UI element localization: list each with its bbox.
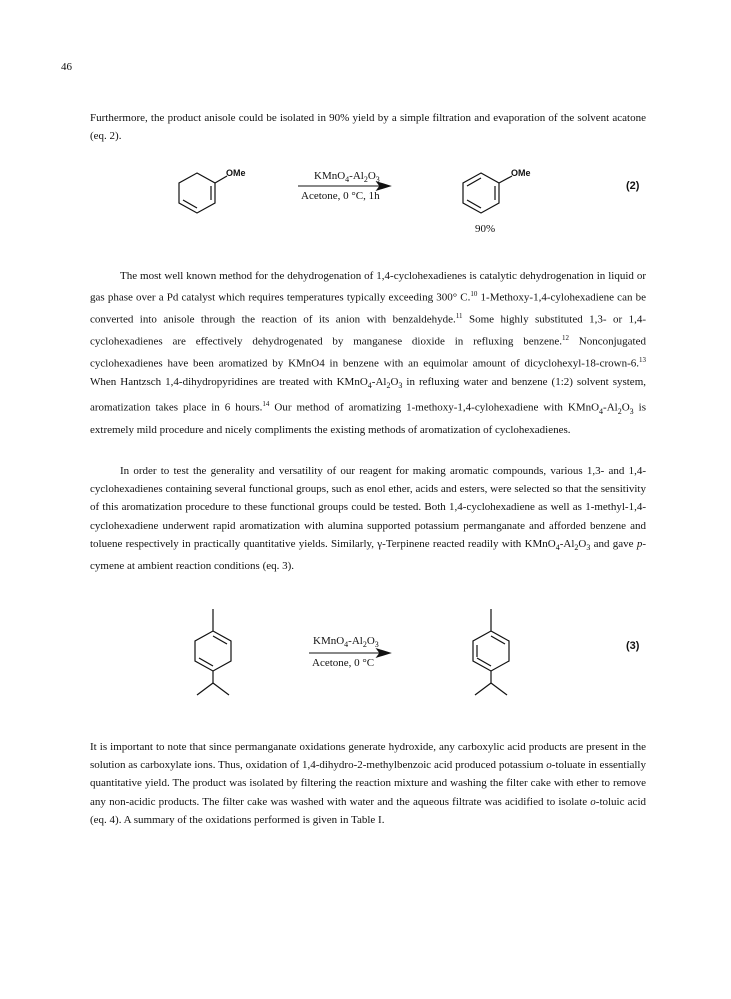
equation-number-2: (2) bbox=[626, 180, 640, 192]
paragraph-1 bbox=[90, 109, 646, 145]
conditions-label-2: Acetone, 0 °C, 1h bbox=[301, 190, 380, 202]
paragraph-4-text: It is important to note that since permanganate oxidations generate hydroxide, any carboxylic acid products are present in the solution as carboxylate ions. Thus, oxidation of 1,4-dihydro-2-methylbenzoic acid produced potassium o-toluate in essentially quantitative yield. The product was isolated by filtering the reaction mixture and washing the filter cake with ether to remove any non-acidic products. The filter cake was washed with water and the aqueous filtrate was acidified to isolate o-toluic acid (eq. 4). A summary of the oxidations performed is given in Table I. bbox=[90, 741, 646, 826]
yield-label: 90% bbox=[475, 223, 496, 235]
paragraph-2 bbox=[90, 267, 646, 439]
methoxycyclohexadiene-structure bbox=[179, 173, 227, 213]
reagent-label-2: $KMnO_4-Al_2O_3$ bbox=[314, 170, 380, 185]
methoxy-label-left: OMe bbox=[226, 168, 246, 178]
page-number: 46 bbox=[61, 61, 72, 73]
methoxy-label-right: OMe bbox=[511, 168, 531, 178]
scheme-3-drawing bbox=[0, 605, 731, 705]
scheme-eq-3 bbox=[0, 605, 731, 705]
scheme-eq-2 bbox=[0, 160, 731, 240]
paragraph-3 bbox=[90, 462, 646, 575]
reaction-arrow-3 bbox=[309, 649, 390, 657]
paragraph-2-text: The most well known method for the dehydrogenation of 1,4-cyclohexadienes is catalytic dehydrogenation in liquid or gas phase over a Pd catalyst which requires temperatures typically exceeding 300° C.$^{10}$ 1-Methoxy-1,4-cylohexadiene can be converted into anisole through the reaction of its anion with benzaldehyde.$^{11}$ Some highly substituted 1,3- or 1,4-cyclohexadienes are effectively dehydrogenated by manganese dioxide in refluxing benzene.$^{12}$ Nonconjugated cyclohexadienes have been aromatized by KMnO4 in benzene with an equimolar amount of dicyclohexyl-18-crown-6.13 When Hantzsch 1,4-dihydropyridines are treated with $KMnO_4-Al_2O_3$ in refluxing water and benzene (1:2) solvent system, aromatization takes place in 6 hours.$^{14}$ Our method of aromatizing 1-methoxy-1,4-cylohexadiene with $KMnO_4-Al_2O_3$ is extremely mild procedure and nicely compliments the existing methods of aromatization of cyclohexadienes. bbox=[90, 270, 646, 437]
p-cymene-structure bbox=[473, 609, 509, 695]
gamma-terpinene-structure bbox=[195, 609, 231, 695]
conditions-label-3: Acetone, 0 °C bbox=[312, 657, 375, 669]
paragraph-3-text: In order to test the generality and versatility of our reagent for making aromatic compounds, various 1,3- and 1,4-cyclohexadienes containing several functional groups, such as enol ether, acids and esters, were selected so that the sensitivity of this aromatization procedure to these functional groups could be tested. Both 1,4-cyclohexadiene as well as 1-methyl-1,4-cyclohexadiene underwent rapid aromatization with alumina supported potassium permanganate and afforded benzene and toluene respectively in practically quantitative yields. Similarly, γ-Terpinene reacted readily with $KMnO_4-Al_2O_3$ and gave p-cymene at ambient reaction conditions (eq. 3). bbox=[90, 465, 647, 573]
paragraph-1-text: Furthermore, the product anisole could be isolated in 90% yield by a simple filtration and evaporation of the solvent acatone (eq. 2). bbox=[90, 112, 646, 143]
paragraph-4 bbox=[90, 738, 646, 829]
reagent-label-3: $KMnO_4-Al_2O_3$ bbox=[313, 635, 379, 650]
equation-number-3: (3) bbox=[626, 640, 640, 652]
anisole-structure bbox=[463, 173, 512, 213]
